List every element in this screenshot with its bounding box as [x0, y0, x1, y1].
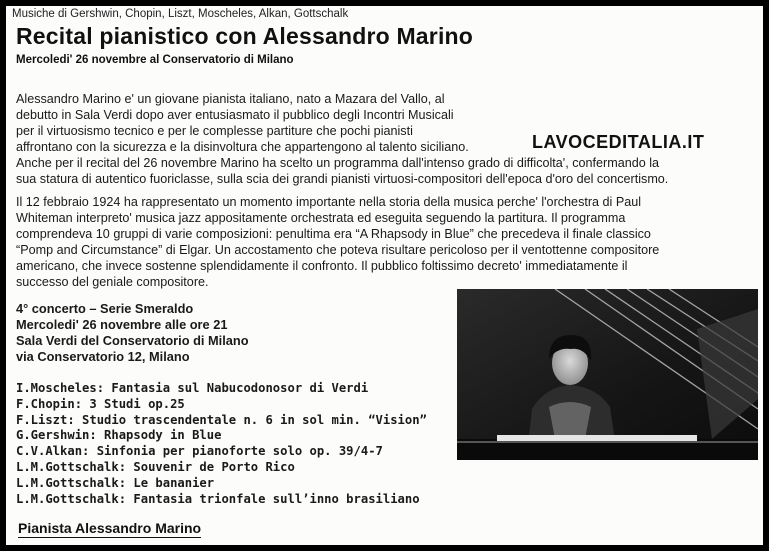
concert-details [16, 301, 249, 365]
paragraph-line: per il virtuosismo tecnico e per le complesse partiture che pochi pianisti [16, 124, 413, 138]
paragraph-line: sua statura di autentico fuoriclasse, sulla scia dei grandi pianisti virtuosi-compositori dell'epoca d'oro del concertismo. [16, 172, 669, 186]
pianist-photo [457, 289, 758, 460]
pianist-name: Pianista Alessandro Marino [18, 520, 202, 536]
paragraph-line: successo del geniale compositore. [16, 275, 209, 289]
paragraph-line: Whiteman interpreto' musica jazz appositamente orchestrata ed eseguita seguendo la partitura. Il programma [16, 211, 626, 225]
paragraph-line: affrontano con la sicurezza e la disinvoltura che appartengono al talento siciliano. [16, 140, 469, 154]
program-item: F.Liszt: Studio trascendentale n. 6 in sol min. “Vision” [16, 412, 427, 427]
piano-keyboard [497, 435, 697, 441]
paragraph-line: comprendeva 10 gruppi di varie composizioni: penultima era “A Rhapsody in Blue” che precedeva il finale classico [16, 227, 651, 241]
paragraph-line: Alessandro Marino e' un giovane pianista italiano, nato a Mazara del Vallo, al [16, 92, 445, 106]
concert-series: 4° concerto – Serie Smeraldo [16, 301, 194, 316]
program-item: I.Moscheles: Fantasia sul Nabucodonosor di Verdi [16, 381, 369, 395]
history-paragraph [16, 194, 659, 290]
program-item: F.Chopin: 3 Studi op.25 [16, 396, 185, 411]
program-item: G.Gershwin: Rhapsody in Blue [16, 428, 222, 443]
clipping-page [6, 6, 763, 545]
paragraph-line: americano, che invece sostenne splendidamente il confronto. Il pubblico foltissimo decreto' immediatamente il [16, 259, 628, 273]
paragraph-line: Anche per il recital del 26 novembre Marino ha scelto un programma dall'intenso grado di difficolta', confermando la [16, 156, 660, 170]
program-list [16, 381, 427, 507]
composers-kicker: Musiche di Gershwin, Chopin, Liszt, Moscheles, Alkan, Gottschalk [12, 8, 349, 20]
concert-address: via Conservatorio 12, Milano [16, 349, 190, 364]
program-item: L.M.Gottschalk: Souvenir de Porto Rico [16, 459, 295, 474]
article-title: Recital pianistico con Alessandro Marino [16, 23, 474, 49]
program-item: C.V.Alkan: Sinfonia per pianoforte solo op. 39/4-7 [16, 444, 383, 459]
program-item: L.M.Gottschalk: Le bananier [16, 475, 215, 490]
article-subtitle: Mercoledi' 26 novembre al Conservatorio di Milano [16, 54, 294, 66]
concert-venue: Sala Verdi del Conservatorio di Milano [16, 333, 249, 348]
concert-date: Mercoledi' 26 novembre alle ore 21 [16, 317, 228, 332]
paragraph-line: “Pomp and Circumstance” di Elgar. Un accostamento che poteva risultare pericoloso per il ventottenne compositore [16, 243, 660, 257]
paragraph-line: debutto in Sala Verdi dopo aver entusiasmato il pubblico degli Incontri Musicali [16, 108, 454, 122]
program-item: L.M.Gottschalk: Fantasia trionfale sull’inno brasiliano [16, 491, 420, 506]
source-logo: LAVOCEDITALIA.IT [532, 132, 705, 152]
paragraph-line: Il 12 febbraio 1924 ha rappresentato un momento importante nella storia della musica perche' l'orchestra di Paul [16, 195, 642, 209]
